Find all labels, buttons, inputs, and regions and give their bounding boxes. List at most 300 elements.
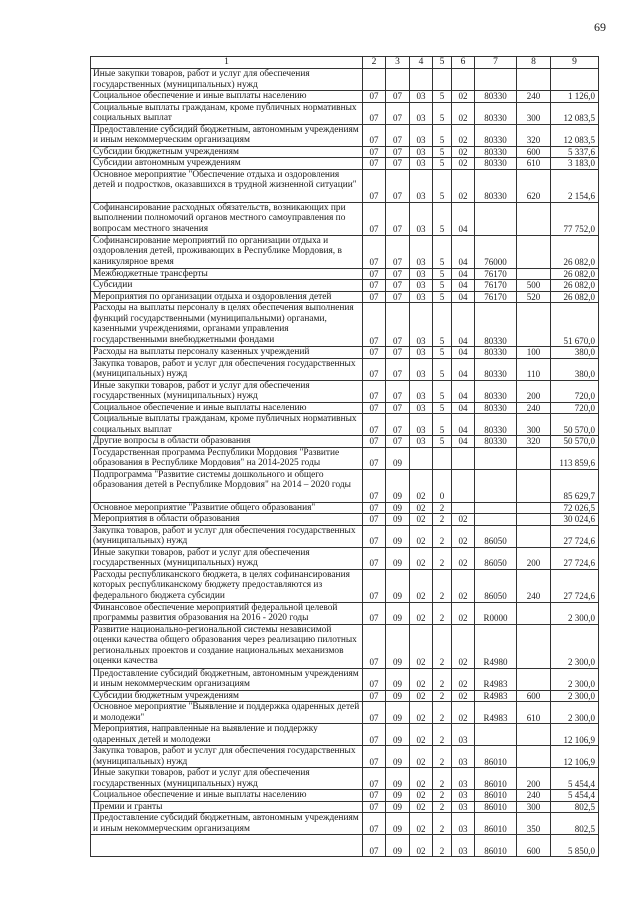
row-code-program: 02 bbox=[410, 690, 433, 702]
table-row bbox=[91, 702, 599, 724]
row-code-direction: R4980 bbox=[475, 624, 517, 668]
row-code-program: 02 bbox=[410, 801, 433, 813]
row-code-rz: 07 bbox=[363, 469, 386, 502]
table-row bbox=[91, 724, 599, 746]
row-code-direction bbox=[475, 502, 517, 514]
row-amount: 12 106,9 bbox=[551, 746, 599, 768]
row-name: Субсидии автономным учреждениям bbox=[91, 158, 363, 170]
column-header: 8 bbox=[517, 57, 551, 69]
row-code-pr: 07 bbox=[386, 169, 410, 202]
row-code-subprogram: 5 bbox=[433, 280, 452, 292]
row-code-rz: 07 bbox=[363, 702, 386, 724]
row-name: Мероприятия, направленные на выявление и поддержку одаренных детей и молодежи bbox=[91, 724, 363, 746]
row-name: Мероприятия по организации отдыха и оздоровления детей bbox=[91, 291, 363, 303]
row-code-pr: 07 bbox=[386, 235, 410, 268]
row-code-pr: 07 bbox=[386, 347, 410, 359]
row-code-direction: 86050 bbox=[475, 547, 517, 569]
row-name: Социальные выплаты гражданам, кроме публичных нормативных социальных выплат bbox=[91, 102, 363, 124]
row-code-direction: 80330 bbox=[475, 358, 517, 380]
row-code-subprogram: 5 bbox=[433, 124, 452, 146]
row-amount: 27 724,6 bbox=[551, 547, 599, 569]
row-code-expense-type bbox=[517, 502, 551, 514]
row-code-rz: 07 bbox=[363, 303, 386, 347]
row-code-rz: 07 bbox=[363, 525, 386, 547]
row-code-rz: 07 bbox=[363, 602, 386, 624]
row-amount: 27 724,6 bbox=[551, 569, 599, 602]
row-code-rz: 07 bbox=[363, 124, 386, 146]
table-row bbox=[91, 146, 599, 158]
row-code-direction: R4983 bbox=[475, 690, 517, 702]
row-code-direction: 76000 bbox=[475, 235, 517, 268]
row-code-direction: 80330 bbox=[475, 146, 517, 158]
table-row bbox=[91, 768, 599, 790]
row-amount: 30 024,6 bbox=[551, 514, 599, 526]
row-code-expense-type: 300 bbox=[517, 414, 551, 436]
row-amount bbox=[551, 69, 599, 91]
table-body bbox=[91, 69, 599, 857]
row-code-subprogram: 2 bbox=[433, 746, 452, 768]
row-code-program: 03 bbox=[410, 347, 433, 359]
row-code-expense-type: 240 bbox=[517, 790, 551, 802]
row-code-rz: 07 bbox=[363, 502, 386, 514]
table-row bbox=[91, 436, 599, 448]
row-code-pr: 09 bbox=[386, 469, 410, 502]
row-code-event bbox=[452, 69, 475, 91]
row-code-rz: 07 bbox=[363, 414, 386, 436]
row-name: Социальное обеспечение и иные выплаты населению bbox=[91, 402, 363, 414]
table-row bbox=[91, 525, 599, 547]
row-code-subprogram: 5 bbox=[433, 347, 452, 359]
row-code-pr: 09 bbox=[386, 447, 410, 469]
row-code-program: 03 bbox=[410, 402, 433, 414]
table-row bbox=[91, 347, 599, 359]
row-code-expense-type: 200 bbox=[517, 380, 551, 402]
row-code-rz: 07 bbox=[363, 146, 386, 158]
table-row bbox=[91, 469, 599, 502]
row-name: Основное мероприятие "Выявление и поддержка одаренных детей и молодежи" bbox=[91, 702, 363, 724]
table-row bbox=[91, 158, 599, 170]
row-code-expense-type: 100 bbox=[517, 347, 551, 359]
row-code-rz: 07 bbox=[363, 835, 386, 857]
row-code-event bbox=[452, 447, 475, 469]
row-code-program: 02 bbox=[410, 514, 433, 526]
row-code-pr: 09 bbox=[386, 801, 410, 813]
row-amount: 2 300,0 bbox=[551, 668, 599, 690]
row-code-program: 02 bbox=[410, 768, 433, 790]
row-code-program: 02 bbox=[410, 469, 433, 502]
row-code-rz: 07 bbox=[363, 158, 386, 170]
row-name: Межбюджетные трансферты bbox=[91, 268, 363, 280]
row-code-rz: 07 bbox=[363, 280, 386, 292]
table-row bbox=[91, 569, 599, 602]
row-code-rz: 07 bbox=[363, 347, 386, 359]
table-row bbox=[91, 514, 599, 526]
row-code-event: 03 bbox=[452, 790, 475, 802]
row-code-expense-type bbox=[517, 447, 551, 469]
row-code-program: 03 bbox=[410, 102, 433, 124]
table-row bbox=[91, 124, 599, 146]
row-amount: 85 629,7 bbox=[551, 469, 599, 502]
row-code-pr: 09 bbox=[386, 690, 410, 702]
row-name: Предоставление субсидий бюджетным, автономным учреждениям и иным некоммерческим организациям bbox=[91, 813, 363, 835]
row-code-event: 02 bbox=[452, 158, 475, 170]
row-code-subprogram: 5 bbox=[433, 414, 452, 436]
row-code-program: 02 bbox=[410, 502, 433, 514]
row-code-subprogram: 5 bbox=[433, 380, 452, 402]
row-code-expense-type: 620 bbox=[517, 169, 551, 202]
row-code-subprogram: 5 bbox=[433, 91, 452, 103]
row-amount: 72 026,5 bbox=[551, 502, 599, 514]
row-code-event: 04 bbox=[452, 380, 475, 402]
row-code-direction: 86010 bbox=[475, 801, 517, 813]
row-code-expense-type: 110 bbox=[517, 358, 551, 380]
row-name: Предоставление субсидий бюджетным, автономным учреждениям и иным некоммерческим организациям bbox=[91, 124, 363, 146]
row-code-direction: 80330 bbox=[475, 303, 517, 347]
row-code-expense-type: 200 bbox=[517, 768, 551, 790]
row-code-program bbox=[410, 69, 433, 91]
row-code-expense-type bbox=[517, 69, 551, 91]
table-row bbox=[91, 291, 599, 303]
row-amount: 50 570,0 bbox=[551, 436, 599, 448]
row-name: Основное мероприятие "Развитие общего образования" bbox=[91, 502, 363, 514]
row-code-subprogram: 2 bbox=[433, 547, 452, 569]
row-code-direction: 80330 bbox=[475, 102, 517, 124]
row-code-subprogram: 5 bbox=[433, 235, 452, 268]
row-name: Предоставление субсидий бюджетным, автономным учреждениям и иным некоммерческим организациям bbox=[91, 668, 363, 690]
row-name: Подпрограмма "Развитие системы дошкольного и общего образования детей в Республике Мордовия" на 2014 – 2020 годы bbox=[91, 469, 363, 502]
row-code-expense-type: 610 bbox=[517, 702, 551, 724]
row-code-direction: 80330 bbox=[475, 347, 517, 359]
row-code-pr: 09 bbox=[386, 668, 410, 690]
row-name: Расходы на выплаты персоналу в целях обеспечения выполнения функций государственными (муниципальными) органами, казенными учреждениями, органами управления государственными внебюджетными фондами bbox=[91, 303, 363, 347]
row-code-event: 03 bbox=[452, 746, 475, 768]
row-code-event: 04 bbox=[452, 291, 475, 303]
row-code-event: 03 bbox=[452, 768, 475, 790]
row-code-program: 03 bbox=[410, 91, 433, 103]
row-name: Субсидии бюджетным учреждениям bbox=[91, 146, 363, 158]
row-name: Социальное обеспечение и иные выплаты населению bbox=[91, 790, 363, 802]
row-code-rz: 07 bbox=[363, 624, 386, 668]
row-code-subprogram bbox=[433, 447, 452, 469]
column-header: 9 bbox=[551, 57, 599, 69]
row-code-direction: 86010 bbox=[475, 768, 517, 790]
row-code-pr: 09 bbox=[386, 624, 410, 668]
row-code-subprogram: 5 bbox=[433, 169, 452, 202]
row-code-expense-type bbox=[517, 724, 551, 746]
row-code-event: 04 bbox=[452, 436, 475, 448]
row-code-rz: 07 bbox=[363, 690, 386, 702]
row-code-expense-type: 200 bbox=[517, 547, 551, 569]
table-row bbox=[91, 801, 599, 813]
row-amount: 802,5 bbox=[551, 801, 599, 813]
budget-table bbox=[90, 56, 599, 857]
row-code-event bbox=[452, 502, 475, 514]
table-row bbox=[91, 813, 599, 835]
row-code-subprogram: 5 bbox=[433, 202, 452, 235]
row-amount: 26 082,0 bbox=[551, 268, 599, 280]
column-header: 2 bbox=[363, 57, 386, 69]
row-code-direction: 86010 bbox=[475, 813, 517, 835]
row-code-expense-type: 610 bbox=[517, 158, 551, 170]
row-code-pr: 09 bbox=[386, 746, 410, 768]
row-code-rz: 07 bbox=[363, 668, 386, 690]
row-code-direction: 86050 bbox=[475, 569, 517, 602]
row-code-program: 03 bbox=[410, 380, 433, 402]
row-code-program: 02 bbox=[410, 525, 433, 547]
row-code-direction bbox=[475, 69, 517, 91]
row-code-rz: 07 bbox=[363, 202, 386, 235]
row-code-pr: 07 bbox=[386, 291, 410, 303]
row-code-subprogram: 2 bbox=[433, 702, 452, 724]
row-code-rz: 07 bbox=[363, 235, 386, 268]
row-code-expense-type bbox=[517, 469, 551, 502]
table-row bbox=[91, 380, 599, 402]
row-code-event: 04 bbox=[452, 414, 475, 436]
row-name bbox=[91, 835, 363, 857]
row-code-event: 02 bbox=[452, 668, 475, 690]
row-code-program: 02 bbox=[410, 624, 433, 668]
row-code-expense-type: 300 bbox=[517, 801, 551, 813]
row-code-pr: 07 bbox=[386, 414, 410, 436]
table-row bbox=[91, 280, 599, 292]
row-code-rz: 07 bbox=[363, 291, 386, 303]
row-code-pr: 09 bbox=[386, 835, 410, 857]
row-code-pr: 07 bbox=[386, 202, 410, 235]
row-amount: 2 300,0 bbox=[551, 602, 599, 624]
row-code-event: 04 bbox=[452, 347, 475, 359]
table-row bbox=[91, 69, 599, 91]
row-code-subprogram: 2 bbox=[433, 790, 452, 802]
row-code-event: 03 bbox=[452, 724, 475, 746]
row-code-expense-type bbox=[517, 746, 551, 768]
row-code-rz bbox=[363, 69, 386, 91]
row-code-pr: 07 bbox=[386, 358, 410, 380]
row-code-pr: 09 bbox=[386, 525, 410, 547]
row-name: Иные закупки товаров, работ и услуг для обеспечения государственных (муниципальных) нужд bbox=[91, 547, 363, 569]
row-code-program: 02 bbox=[410, 813, 433, 835]
row-name: Субсидии bbox=[91, 280, 363, 292]
row-code-subprogram: 2 bbox=[433, 801, 452, 813]
row-code-expense-type bbox=[517, 514, 551, 526]
row-code-event: 04 bbox=[452, 280, 475, 292]
table-row bbox=[91, 91, 599, 103]
row-amount: 26 082,0 bbox=[551, 280, 599, 292]
row-name: Премии и гранты bbox=[91, 801, 363, 813]
row-code-event: 02 bbox=[452, 124, 475, 146]
row-code-direction: 86010 bbox=[475, 835, 517, 857]
column-header: 7 bbox=[475, 57, 517, 69]
row-code-program: 03 bbox=[410, 291, 433, 303]
row-code-event: 02 bbox=[452, 690, 475, 702]
row-code-direction: 80330 bbox=[475, 169, 517, 202]
row-name: Государственная программа Республики Мордовия "Развитие образования в Республике Мордовия" на 2014-2025 годы bbox=[91, 447, 363, 469]
row-code-expense-type bbox=[517, 268, 551, 280]
table-row bbox=[91, 402, 599, 414]
row-code-direction: 80330 bbox=[475, 436, 517, 448]
row-name: Основное мероприятие "Обеспечение отдыха и оздоровления детей и подростков, оказавшихся в трудной жизненной ситуации" bbox=[91, 169, 363, 202]
row-name: Социальное обеспечение и иные выплаты населению bbox=[91, 91, 363, 103]
header-row bbox=[91, 57, 599, 69]
row-code-subprogram: 2 bbox=[433, 624, 452, 668]
table-row bbox=[91, 602, 599, 624]
row-code-direction: 80330 bbox=[475, 91, 517, 103]
row-code-event: 02 bbox=[452, 569, 475, 602]
row-name: Иные закупки товаров, работ и услуг для обеспечения государственных (муниципальных) нужд bbox=[91, 69, 363, 91]
row-name: Другие вопросы в области образования bbox=[91, 436, 363, 448]
row-code-program: 02 bbox=[410, 702, 433, 724]
row-code-rz: 07 bbox=[363, 746, 386, 768]
row-name: Расходы республиканского бюджета, в целях софинансирования которых республиканскому бюджету предоставляются из федерального бюджета субсидии bbox=[91, 569, 363, 602]
row-code-event: 02 bbox=[452, 102, 475, 124]
row-code-expense-type bbox=[517, 303, 551, 347]
row-code-expense-type: 240 bbox=[517, 91, 551, 103]
column-header: 3 bbox=[386, 57, 410, 69]
row-code-subprogram: 2 bbox=[433, 835, 452, 857]
row-code-subprogram bbox=[433, 69, 452, 91]
row-code-expense-type: 600 bbox=[517, 690, 551, 702]
row-name: Мероприятия в области образования bbox=[91, 514, 363, 526]
row-code-expense-type bbox=[517, 624, 551, 668]
table-row bbox=[91, 268, 599, 280]
row-amount: 5 850,0 bbox=[551, 835, 599, 857]
row-code-rz: 07 bbox=[363, 268, 386, 280]
row-code-rz: 07 bbox=[363, 813, 386, 835]
row-code-program: 03 bbox=[410, 158, 433, 170]
row-code-event: 04 bbox=[452, 303, 475, 347]
row-code-subprogram: 2 bbox=[433, 602, 452, 624]
row-code-direction bbox=[475, 724, 517, 746]
row-code-event: 02 bbox=[452, 547, 475, 569]
row-code-program: 03 bbox=[410, 235, 433, 268]
row-code-direction: 80330 bbox=[475, 414, 517, 436]
row-code-expense-type bbox=[517, 668, 551, 690]
row-name: Софинансирование мероприятий по организации отдыха и оздоровления детей, проживающих в Республике Мордовия, в каникулярное время bbox=[91, 235, 363, 268]
row-code-program: 03 bbox=[410, 436, 433, 448]
row-code-program: 02 bbox=[410, 790, 433, 802]
table-row bbox=[91, 835, 599, 857]
row-code-pr: 07 bbox=[386, 124, 410, 146]
row-code-subprogram: 2 bbox=[433, 724, 452, 746]
row-code-pr: 09 bbox=[386, 702, 410, 724]
row-amount: 5 337,6 bbox=[551, 146, 599, 158]
row-code-pr: 09 bbox=[386, 547, 410, 569]
row-name: Расходы на выплаты персоналу казенных учреждений bbox=[91, 347, 363, 359]
row-code-subprogram: 5 bbox=[433, 268, 452, 280]
table-row bbox=[91, 668, 599, 690]
row-code-direction: 86010 bbox=[475, 790, 517, 802]
row-name: Иные закупки товаров, работ и услуг для обеспечения государственных (муниципальных) нужд bbox=[91, 768, 363, 790]
row-code-program: 02 bbox=[410, 547, 433, 569]
row-amount: 5 454,4 bbox=[551, 790, 599, 802]
row-code-pr: 07 bbox=[386, 268, 410, 280]
row-amount: 2 300,0 bbox=[551, 690, 599, 702]
row-code-expense-type: 600 bbox=[517, 146, 551, 158]
table-row bbox=[91, 447, 599, 469]
row-code-program: 02 bbox=[410, 724, 433, 746]
row-amount: 26 082,0 bbox=[551, 235, 599, 268]
row-name: Закупка товаров, работ и услуг для обеспечения государственных (муниципальных) нужд bbox=[91, 358, 363, 380]
row-code-expense-type bbox=[517, 235, 551, 268]
row-amount: 2 154,6 bbox=[551, 169, 599, 202]
row-amount: 77 752,0 bbox=[551, 202, 599, 235]
row-code-subprogram: 2 bbox=[433, 668, 452, 690]
row-code-subprogram: 5 bbox=[433, 402, 452, 414]
row-code-subprogram: 2 bbox=[433, 813, 452, 835]
row-amount: 12 083,5 bbox=[551, 102, 599, 124]
row-code-expense-type bbox=[517, 602, 551, 624]
row-code-pr: 07 bbox=[386, 146, 410, 158]
column-header: 4 bbox=[410, 57, 433, 69]
row-code-direction: 80330 bbox=[475, 402, 517, 414]
row-code-rz: 07 bbox=[363, 768, 386, 790]
row-code-subprogram: 2 bbox=[433, 514, 452, 526]
row-code-subprogram: 2 bbox=[433, 502, 452, 514]
row-code-expense-type: 500 bbox=[517, 280, 551, 292]
row-code-program: 02 bbox=[410, 602, 433, 624]
row-code-expense-type: 520 bbox=[517, 291, 551, 303]
row-code-direction bbox=[475, 469, 517, 502]
row-code-expense-type: 240 bbox=[517, 402, 551, 414]
column-header: 1 bbox=[91, 57, 363, 69]
row-code-subprogram: 5 bbox=[433, 436, 452, 448]
row-name: Закупка товаров, работ и услуг для обеспечения государственных (муниципальных) нужд bbox=[91, 746, 363, 768]
row-code-subprogram: 5 bbox=[433, 291, 452, 303]
table-row bbox=[91, 169, 599, 202]
row-code-event: 03 bbox=[452, 835, 475, 857]
row-code-event: 04 bbox=[452, 402, 475, 414]
column-header: 6 bbox=[452, 57, 475, 69]
row-amount: 380,0 bbox=[551, 347, 599, 359]
row-code-subprogram: 5 bbox=[433, 303, 452, 347]
row-code-rz: 07 bbox=[363, 547, 386, 569]
row-code-expense-type: 600 bbox=[517, 835, 551, 857]
table-row bbox=[91, 235, 599, 268]
row-code-pr: 09 bbox=[386, 569, 410, 602]
row-amount: 720,0 bbox=[551, 402, 599, 414]
row-amount: 5 454,4 bbox=[551, 768, 599, 790]
row-code-event: 02 bbox=[452, 624, 475, 668]
row-code-pr: 09 bbox=[386, 502, 410, 514]
row-code-event: 02 bbox=[452, 602, 475, 624]
row-code-direction: 76170 bbox=[475, 268, 517, 280]
row-name: Иные закупки товаров, работ и услуг для обеспечения государственных (муниципальных) нужд bbox=[91, 380, 363, 402]
row-name: Социальные выплаты гражданам, кроме публичных нормативных социальных выплат bbox=[91, 414, 363, 436]
row-code-pr: 09 bbox=[386, 602, 410, 624]
row-code-rz: 07 bbox=[363, 102, 386, 124]
table-row bbox=[91, 547, 599, 569]
table-row bbox=[91, 358, 599, 380]
row-code-program: 03 bbox=[410, 414, 433, 436]
row-name: Закупка товаров, работ и услуг для обеспечения государственных (муниципальных) нужд bbox=[91, 525, 363, 547]
row-code-rz: 07 bbox=[363, 402, 386, 414]
row-code-subprogram: 5 bbox=[433, 358, 452, 380]
row-code-pr: 09 bbox=[386, 768, 410, 790]
row-amount: 1 126,0 bbox=[551, 91, 599, 103]
row-name: Субсидии бюджетным учреждениям bbox=[91, 690, 363, 702]
row-code-program: 03 bbox=[410, 358, 433, 380]
row-code-direction: 80330 bbox=[475, 124, 517, 146]
row-code-event bbox=[452, 469, 475, 502]
row-amount: 51 670,0 bbox=[551, 303, 599, 347]
row-code-pr: 07 bbox=[386, 158, 410, 170]
row-code-direction: R4983 bbox=[475, 702, 517, 724]
table-row bbox=[91, 746, 599, 768]
row-code-direction bbox=[475, 514, 517, 526]
row-code-expense-type bbox=[517, 525, 551, 547]
row-code-program bbox=[410, 447, 433, 469]
row-code-expense-type: 300 bbox=[517, 102, 551, 124]
row-code-rz: 07 bbox=[363, 358, 386, 380]
